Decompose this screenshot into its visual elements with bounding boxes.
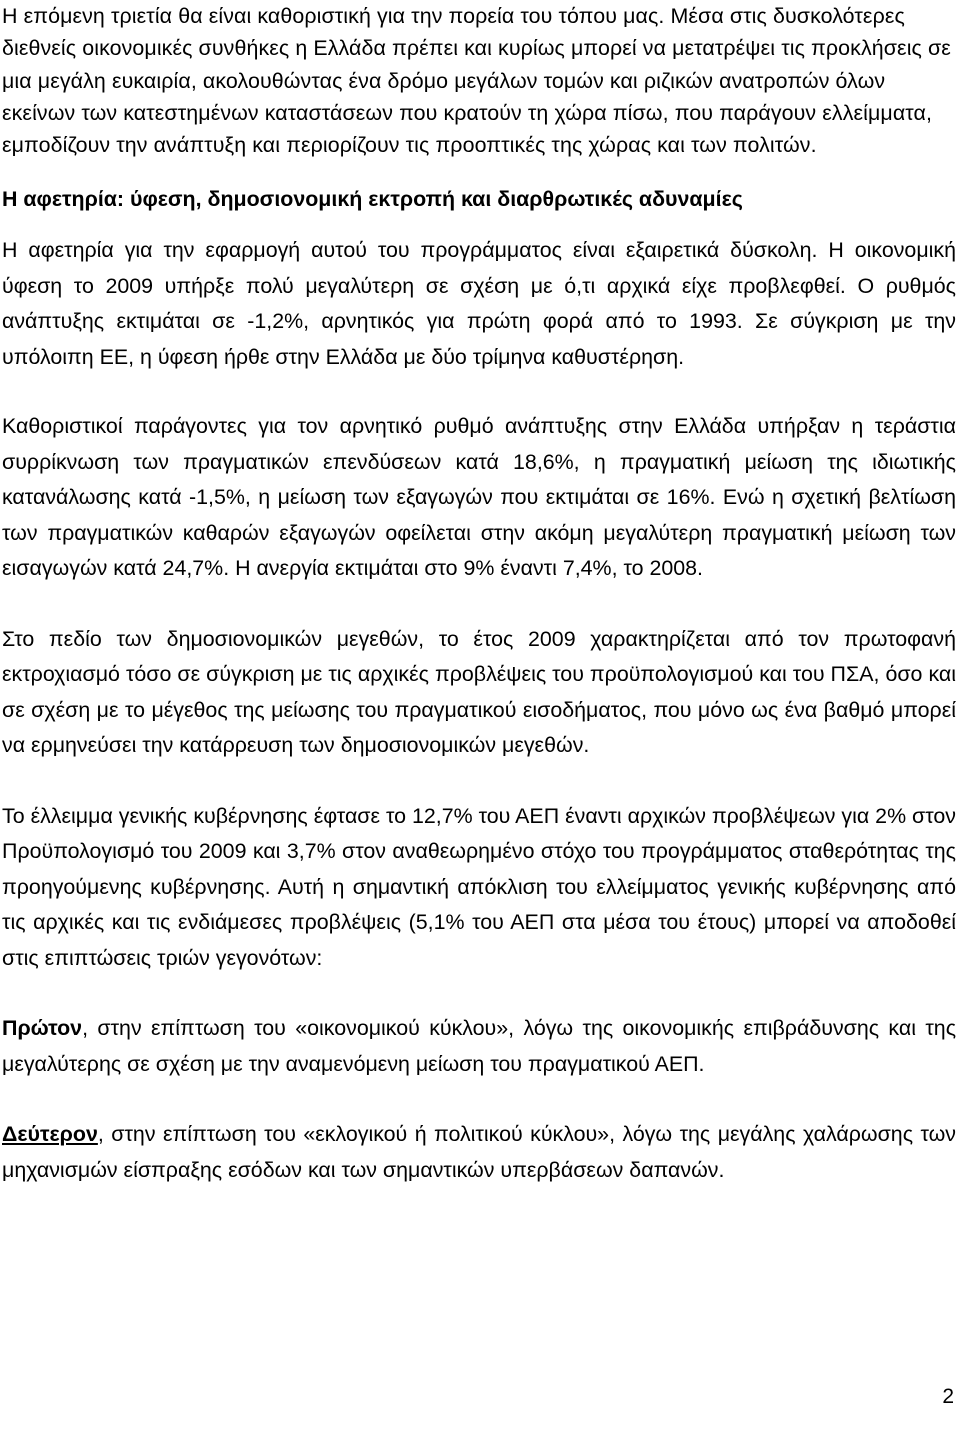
section-heading: Η αφετηρία: ύφεση, δημοσιονομική εκτροπή και διαρθρωτικές αδυναμίες xyxy=(2,187,743,212)
paragraph-second-cause xyxy=(2,1117,956,1188)
first-cause-lead: Πρώτον xyxy=(2,1016,83,1041)
intro-paragraph: Η επόμενη τριετία θα είναι καθοριστική για την πορεία του τόπου μας. Μέσα στις δυσκολότερες διεθνείς οικονομικές συνθήκες η Ελλάδα πρέπει και κυρίως μπορεί να μετατρέψει τις προκλήσεις σε μια μεγάλη ευκαιρία, ακολουθώντας ένα δρόμο μεγάλων τομών και ριζικών ανατροπών όλων εκείνων των κατεστημένων καταστάσεων που κρατούν τη χώρα πίσω, που παράγουν ελλείμματα, εμποδίζουν την ανάπτυξη και περιορίζουν τις προοπτικές της χώρας και των πολιτών. xyxy=(2,4,951,158)
paragraph-deficit: Το έλλειμμα γενικής κυβέρνησης έφτασε το 12,7% του ΑΕΠ έναντι αρχικών προβλέψεων για 2% στον Προϋπολογισμό του 2009 και 3,7% στον αναθεωρημένο στόχο του προγράμματος σταθερότητας της προηγούμενης κυβέρνησης. Αυτή η σημαντική απόκλιση του ελλείμματος γενικής κυβέρνησης από τις αρχικές και τις ενδιάμεσες προβλέψεις (5,1% του ΑΕΠ στα μέσα του έτους) μπορεί να αποδοθεί στις επιπτώσεις τριών γεγονότων: xyxy=(2,803,956,970)
second-cause-lead: Δεύτερον xyxy=(2,1122,98,1147)
paragraph-growth-factors: Καθοριστικοί παράγοντες για τον αρνητικό ρυθμό ανάπτυξης στην Ελλάδα υπήρξαν η τεράστια συρρίκνωση των πραγματικών επενδύσεων κατά 18,6%, η πραγματική μείωση της ιδιωτικής κατανάλωσης κατά -1,5%, η μείωση των εξαγωγών που εκτιμάται σε 16%. Ενώ η σχετική βελτίωση των πραγματικών καθαρών εξαγωγών οφείλεται στην ακόμη μεγαλύτερη πραγματική μείωση των εισαγωγών κατά 24,7%. Η ανεργία εκτιμάται στο 9% έναντι 7,4%, το 2008. xyxy=(2,414,956,581)
paragraph-recession: Η αφετηρία για την εφαρμογή αυτού του προγράμματος είναι εξαιρετικά δύσκολη. Η οικονομική ύφεση το 2009 υπήρξε πολύ μεγαλύτερη σε σχέση με ό,τι αρχικά είχε προβλεφθεί. Ο ρυθμός ανάπτυξης εκτιμάται σε -1,2%, αρνητικός για πρώτη φορά από το 1993. Σε σύγκριση με την υπόλοιπη ΕΕ, η ύφεση ήρθε στην Ελλάδα με δύο τρίμηνα καθυστέρηση. xyxy=(2,238,956,369)
paragraph-first-cause xyxy=(2,1011,956,1082)
paragraph-fiscal-derailment: Στο πεδίο των δημοσιονομικών μεγεθών, το έτος 2009 χαρακτηρίζεται από τον πρωτοφανή εκτροχιασμό τόσο σε σύγκριση με τις αρχικές προβλέψεις του προϋπολογισμού και του ΠΣΑ, όσο και σε σχέση με το μέγεθος της μείωσης του πραγματικού εισοδήματος, που μόνο ως ένα βαθμό μπορεί να ερμηνεύσει την κατάρρευση των δημοσιονομικών μεγεθών. xyxy=(2,626,956,758)
second-cause-text: , στην επίπτωση του «εκλογικού ή πολιτικού κύκλου», λόγω της μεγάλης χαλάρωσης των μηχανισμών είσπραξης εσόδων και των σημαντικών υπερβάσεων δαπανών. xyxy=(2,1122,956,1182)
page-number: 2 xyxy=(942,1385,954,1408)
first-cause-text: , στην επίπτωση του «οικονομικού κύκλου», λόγω της οικονομικής επιβράδυνσης και της μεγαλύτερης σε σχέση με την αναμενόμενη μείωση του πραγματικού ΑΕΠ. xyxy=(2,1016,956,1076)
